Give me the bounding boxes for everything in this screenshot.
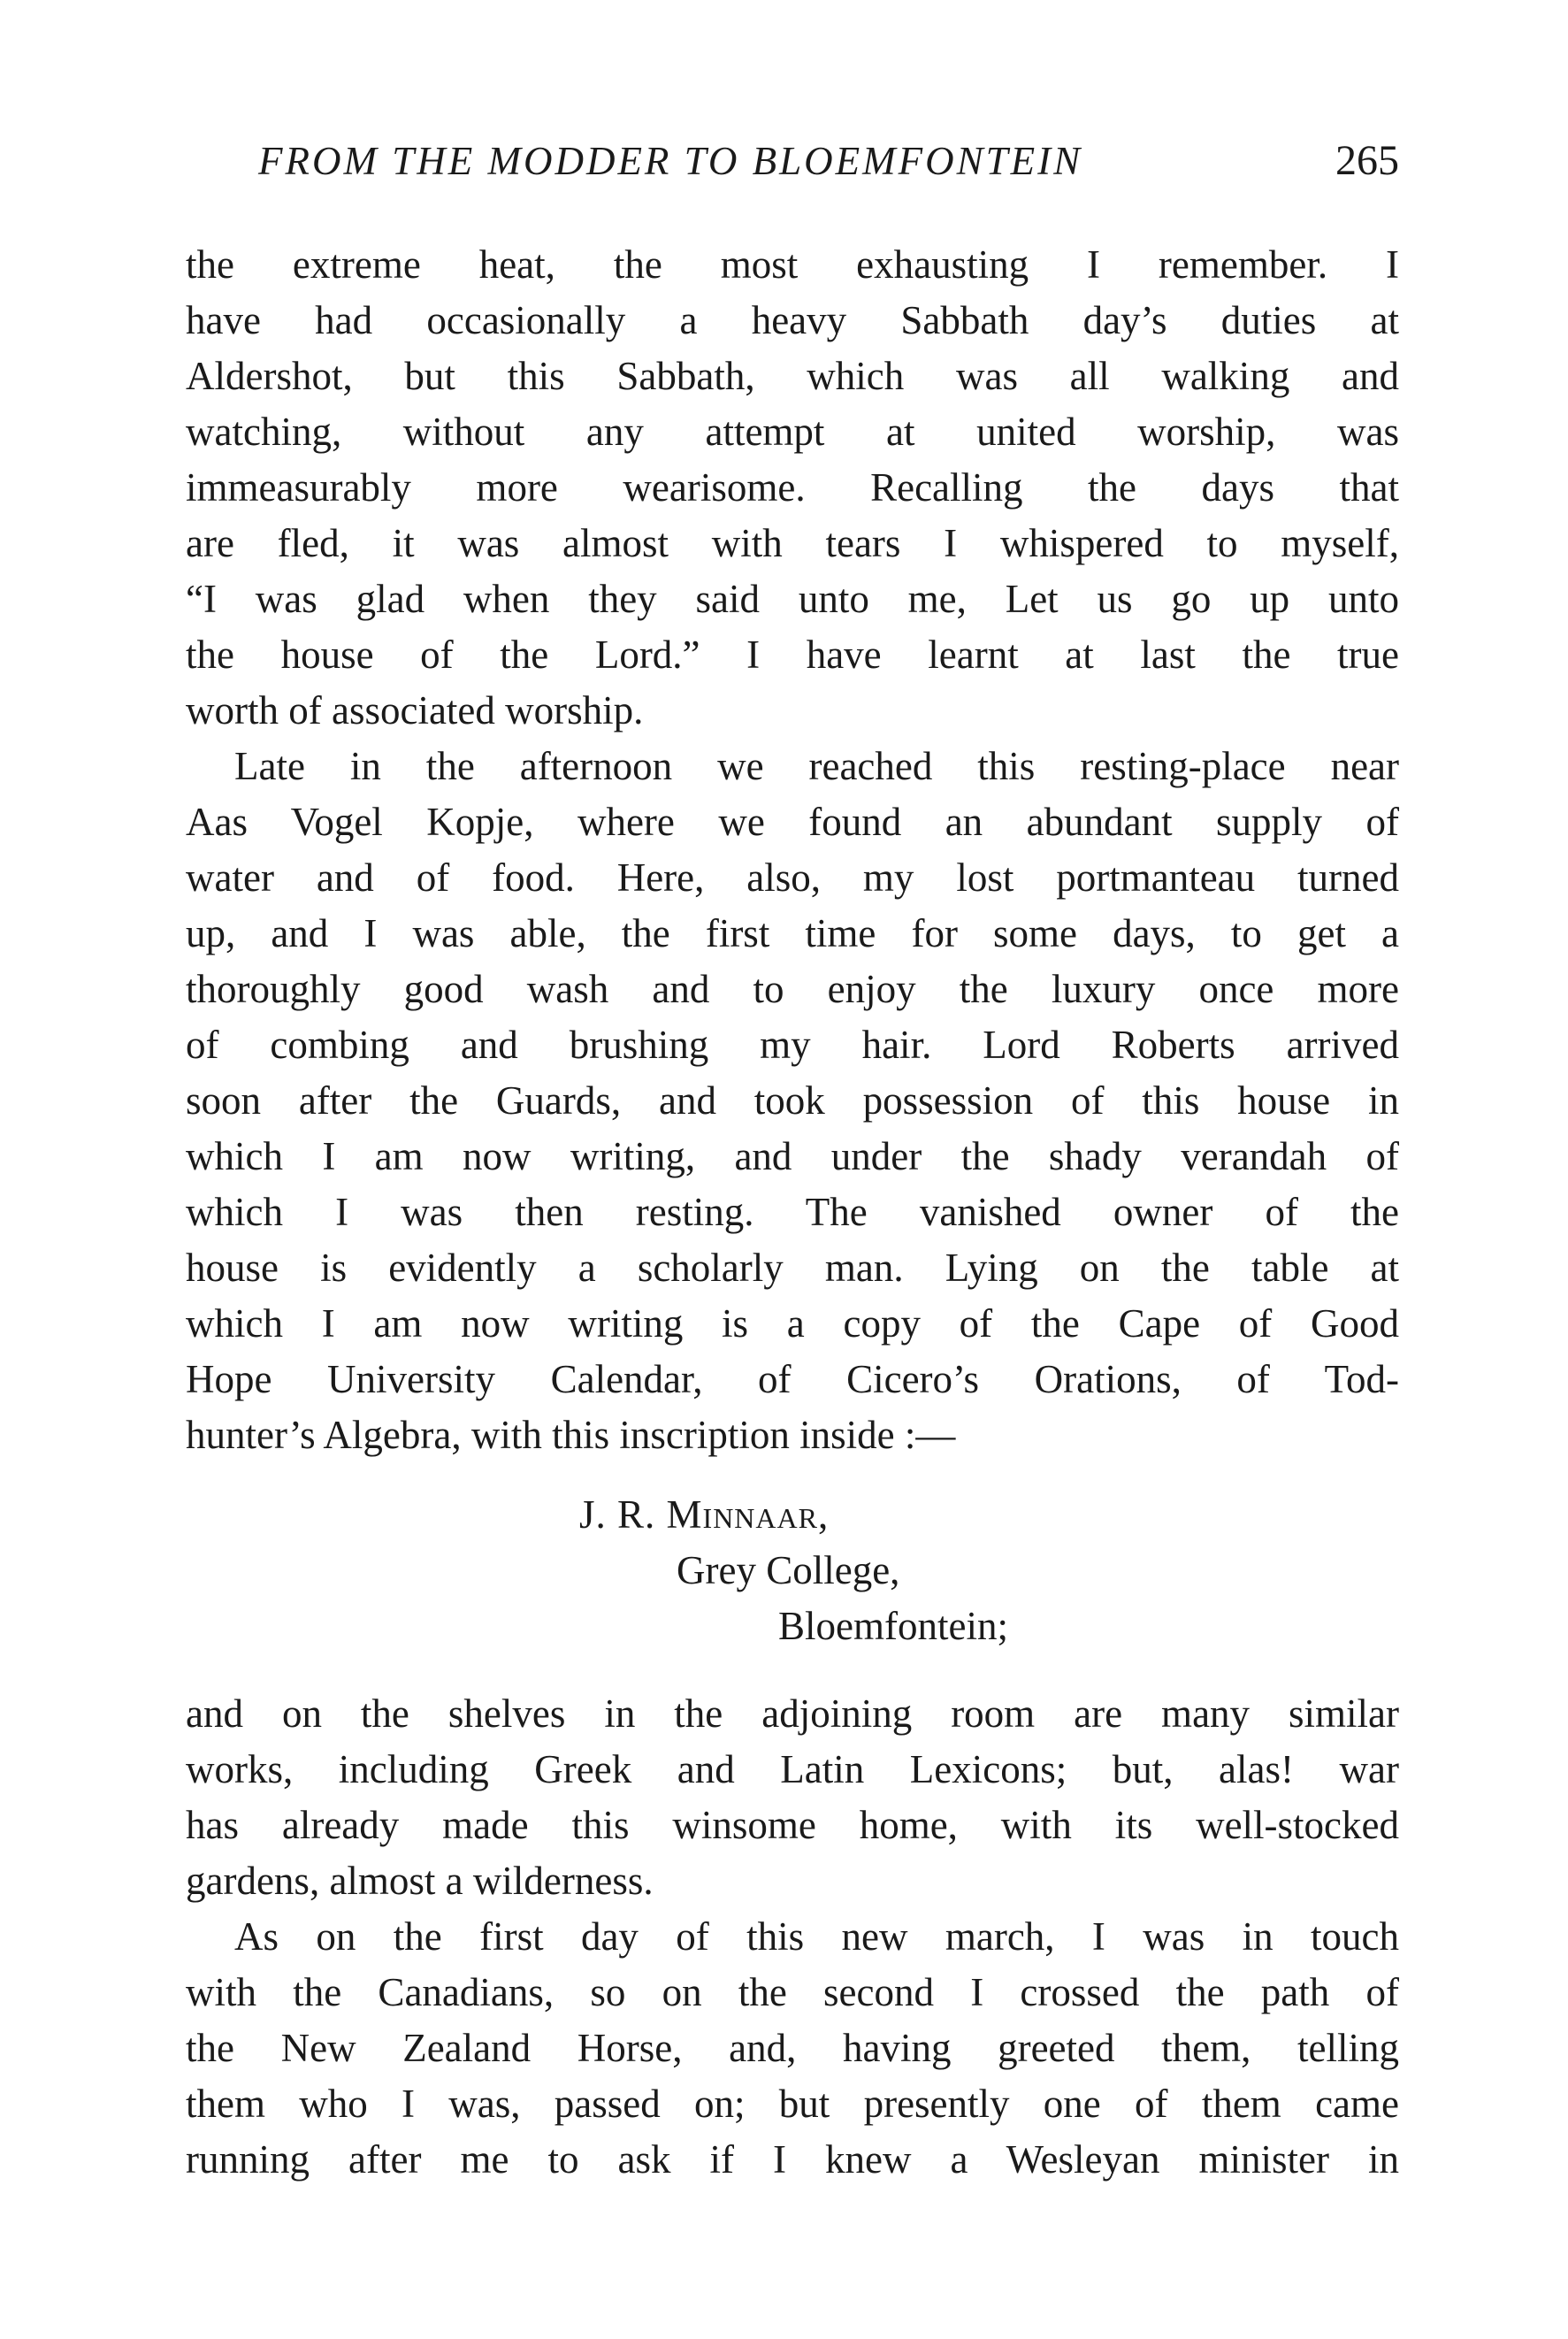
text-line: have had occasionally a heavy Sabbath day’s duties at xyxy=(186,298,1399,342)
text-line: “I was glad when they said unto me, Let us go up unto xyxy=(186,577,1399,621)
running-title: FROM THE MODDER TO BLOEMFONTEIN xyxy=(258,139,1083,183)
text-line: the extreme heat, the most exhausting I remember. I xyxy=(186,242,1399,287)
inscription-name: J. R. Minnaar, xyxy=(579,1492,830,1537)
text-line: immeasurably more wearisome. Recalling the days that xyxy=(186,465,1399,510)
text-line: Aldershot, but this Sabbath, which was all walking and xyxy=(186,354,1399,398)
text-line: watching, without any attempt at united worship, was xyxy=(186,410,1399,454)
text-line: the New Zealand Horse, and, having greeted them, telling xyxy=(186,2026,1399,2070)
text-line: up, and I was able, the first time for some days, to get a xyxy=(186,911,1399,955)
text-line: running after me to ask if I knew a Wesleyan minister in xyxy=(186,2137,1399,2182)
text-line: Aas Vogel Kopje, where we found an abundant supply of xyxy=(186,800,1399,844)
running-head xyxy=(258,134,1399,188)
text-line: works, including Greek and Latin Lexicons; but, alas! war xyxy=(186,1747,1399,1791)
text-line: soon after the Guards, and took possession of this house in xyxy=(186,1078,1399,1123)
text-line: hunter’s Algebra, with this inscription inside :— xyxy=(186,1413,956,1457)
text-line: which I am now writing is a copy of the Cape of Good xyxy=(186,1301,1399,1346)
text-line: with the Canadians, so on the second I crossed the path of xyxy=(186,1970,1399,2014)
text-line: house is evidently a scholarly man. Lying on the table at xyxy=(186,1246,1399,1290)
text-line: which I was then resting. The vanished owner of the xyxy=(186,1190,1399,1234)
inscription-place: Bloemfontein; xyxy=(778,1604,1008,1648)
body-text xyxy=(186,237,1399,2188)
text-line: Hope University Calendar, of Cicero’s Orations, of Tod- xyxy=(186,1357,1399,1401)
text-line: of combing and brushing my hair. Lord Roberts arrived xyxy=(186,1023,1399,1067)
inscription-college: Grey College, xyxy=(677,1548,900,1592)
text-line: which I am now writing, and under the shady verandah of xyxy=(186,1134,1399,1178)
text-line: Late in the afternoon we reached this resting-place near xyxy=(234,744,1399,788)
text-line: the house of the Lord.” I have learnt at last the true xyxy=(186,633,1399,677)
paragraph-2 xyxy=(186,739,1399,1463)
text-line: water and of food. Here, also, my lost portmanteau turned xyxy=(186,855,1399,900)
text-line: worth of associated worship. xyxy=(186,688,644,732)
paragraph-4 xyxy=(186,1909,1399,2188)
text-line: are fled, it was almost with tears I whispered to myself, xyxy=(186,521,1399,565)
text-line: and on the shelves in the adjoining room are many similar xyxy=(186,1691,1399,1736)
inscription xyxy=(186,1463,1399,1686)
page-number: 265 xyxy=(1335,137,1399,184)
paragraph-3 xyxy=(186,1686,1399,1909)
text-line: thoroughly good wash and to enjoy the luxury once more xyxy=(186,967,1399,1011)
text-line: gardens, almost a wilderness. xyxy=(186,1859,654,1903)
text-line: As on the first day of this new march, I was in touch xyxy=(234,1914,1399,1959)
text-line: them who I was, passed on; but presently one of them came xyxy=(186,2082,1399,2126)
text-line: has already made this winsome home, with its well-stocked xyxy=(186,1803,1399,1847)
paragraph-1 xyxy=(186,237,1399,739)
